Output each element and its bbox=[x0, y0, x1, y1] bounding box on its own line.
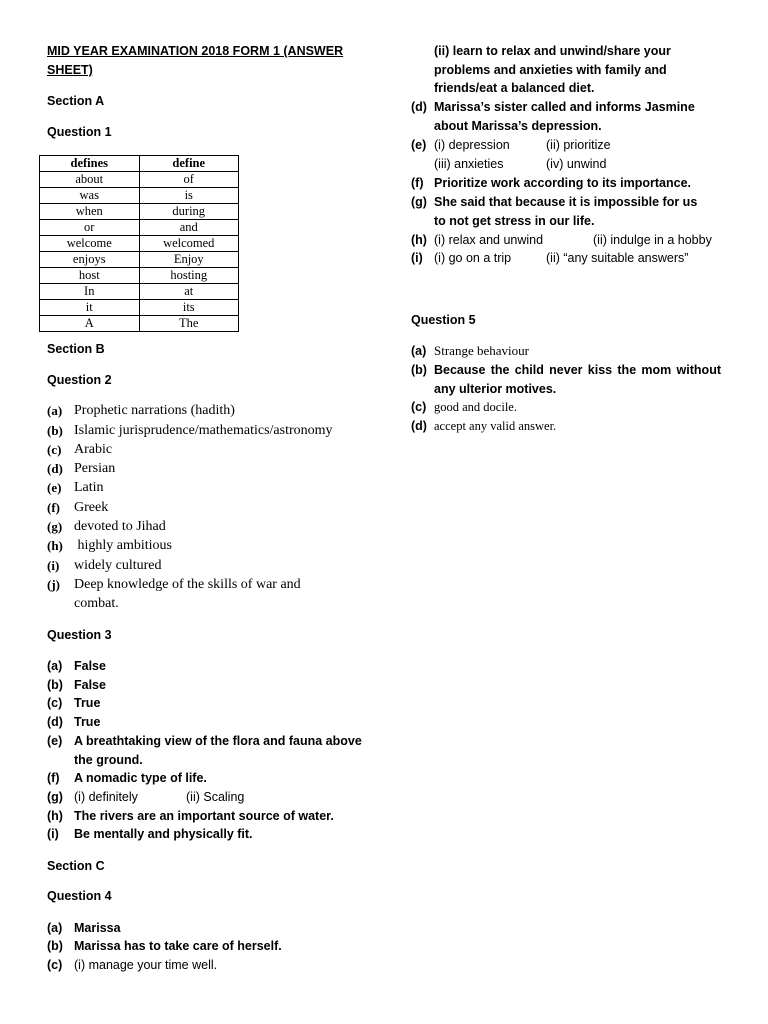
list-item: (f) Prioritize work according to its importance. bbox=[411, 176, 691, 190]
list-item: (g) She said that because it is impossible for us to not get stress in our life. bbox=[411, 195, 698, 228]
list-item: (h) The rivers are an important source of water. bbox=[47, 809, 334, 823]
list-item: (b) Marissa has to take care of herself. bbox=[47, 939, 282, 953]
list-item: (e) Latin bbox=[47, 480, 104, 495]
list-item: (b) Islamic jurisprudence/mathematics/astronomy bbox=[47, 423, 333, 438]
list-item: (d) Persian bbox=[47, 461, 116, 476]
list-item: (f) Greek bbox=[47, 500, 109, 515]
question-1-heading: Question 1 bbox=[47, 125, 112, 139]
table-header-cell: defines bbox=[40, 156, 140, 172]
table-cell: about bbox=[40, 172, 140, 188]
table-cell: and bbox=[139, 220, 239, 236]
table-row bbox=[40, 316, 239, 332]
list-item: (g) (i) definitely (ii) Scaling bbox=[47, 790, 245, 804]
table-row bbox=[40, 300, 239, 316]
list-item: (a) False bbox=[47, 659, 106, 673]
table-cell: In bbox=[40, 284, 140, 300]
table-cell: enjoys bbox=[40, 252, 140, 268]
page-title: MID YEAR EXAMINATION 2018 FORM 1 (ANSWER SHEET) bbox=[47, 44, 344, 77]
list-item: (i) (i) go on a trip (ii) “any suitable answers” bbox=[411, 251, 689, 265]
table-cell: it bbox=[40, 300, 140, 316]
question-4-heading: Question 4 bbox=[47, 889, 112, 903]
list-item: (c) (i) manage your time well. bbox=[47, 958, 218, 972]
table-cell: hosting bbox=[139, 268, 239, 284]
table-row bbox=[40, 252, 239, 268]
table-row bbox=[40, 204, 239, 220]
section-a-heading: Section A bbox=[47, 94, 105, 108]
list-item: (d) True bbox=[47, 715, 101, 729]
list-item: (d) Marissa’s sister called and informs Jasmine about Marissa’s depression. bbox=[411, 100, 695, 133]
table-row bbox=[40, 284, 239, 300]
list-item: (a) Prophetic narrations (hadith) bbox=[47, 403, 235, 418]
table-header-cell: define bbox=[139, 156, 239, 172]
list-item: (g) devoted to Jihad bbox=[47, 519, 166, 534]
table-row bbox=[40, 220, 239, 236]
list-item: (e) (i) depression (ii) prioritize (iii) anxieties (iv) unwind bbox=[411, 138, 611, 171]
table-cell: its bbox=[139, 300, 239, 316]
table-cell: or bbox=[40, 220, 140, 236]
question-1-table bbox=[39, 155, 239, 332]
table-cell: welcome bbox=[40, 236, 140, 252]
list-item: (a) Strange behaviour bbox=[411, 343, 529, 358]
table-cell: A bbox=[40, 316, 140, 332]
table-row bbox=[40, 188, 239, 204]
list-item: (c) good and docile. bbox=[411, 400, 517, 414]
table-cell: when bbox=[40, 204, 140, 220]
table-cell: welcomed bbox=[139, 236, 239, 252]
table-cell: is bbox=[139, 188, 239, 204]
table-cell: at bbox=[139, 284, 239, 300]
question-3-heading: Question 3 bbox=[47, 628, 112, 642]
question-5-heading: Question 5 bbox=[411, 313, 476, 327]
list-item: (i) widely cultured bbox=[47, 558, 162, 573]
question-2-heading: Question 2 bbox=[47, 373, 112, 387]
list-item: (d) accept any valid answer. bbox=[411, 419, 557, 433]
list-item: (h) highly ambitious bbox=[47, 538, 172, 553]
list-item: (e) A breathtaking view of the flora and fauna above the ground. bbox=[47, 734, 362, 767]
section-b-heading: Section B bbox=[47, 342, 105, 356]
table-cell: was bbox=[40, 188, 140, 204]
table-cell: of bbox=[139, 172, 239, 188]
table-header-row bbox=[40, 156, 239, 172]
list-item: (h) (i) relax and unwind (ii) indulge in a hobby bbox=[411, 233, 712, 247]
list-item: (b) Because the child never kiss the mom without any ulterior motives. bbox=[411, 363, 721, 396]
list-item: (a) Marissa bbox=[47, 921, 121, 935]
list-item: (b) False bbox=[47, 678, 106, 692]
section-c-heading: Section C bbox=[47, 859, 105, 873]
list-item: (f) A nomadic type of life. bbox=[47, 771, 207, 785]
table-cell: host bbox=[40, 268, 140, 284]
table-cell: during bbox=[139, 204, 239, 220]
list-item: (c) True bbox=[47, 696, 101, 710]
list-item-continuation: (ii) learn to relax and unwind/share your problems and anxieties with family and friends/eat a balanced diet. bbox=[434, 44, 671, 95]
table-cell: Enjoy bbox=[139, 252, 239, 268]
table-cell: The bbox=[139, 316, 239, 332]
list-item: (c) Arabic bbox=[47, 442, 113, 457]
table-row bbox=[40, 236, 239, 252]
list-item: (i) Be mentally and physically fit. bbox=[47, 827, 253, 841]
table-row bbox=[40, 172, 239, 188]
list-item: (j) Deep knowledge of the skills of war and combat. bbox=[47, 577, 301, 612]
table-row bbox=[40, 268, 239, 284]
